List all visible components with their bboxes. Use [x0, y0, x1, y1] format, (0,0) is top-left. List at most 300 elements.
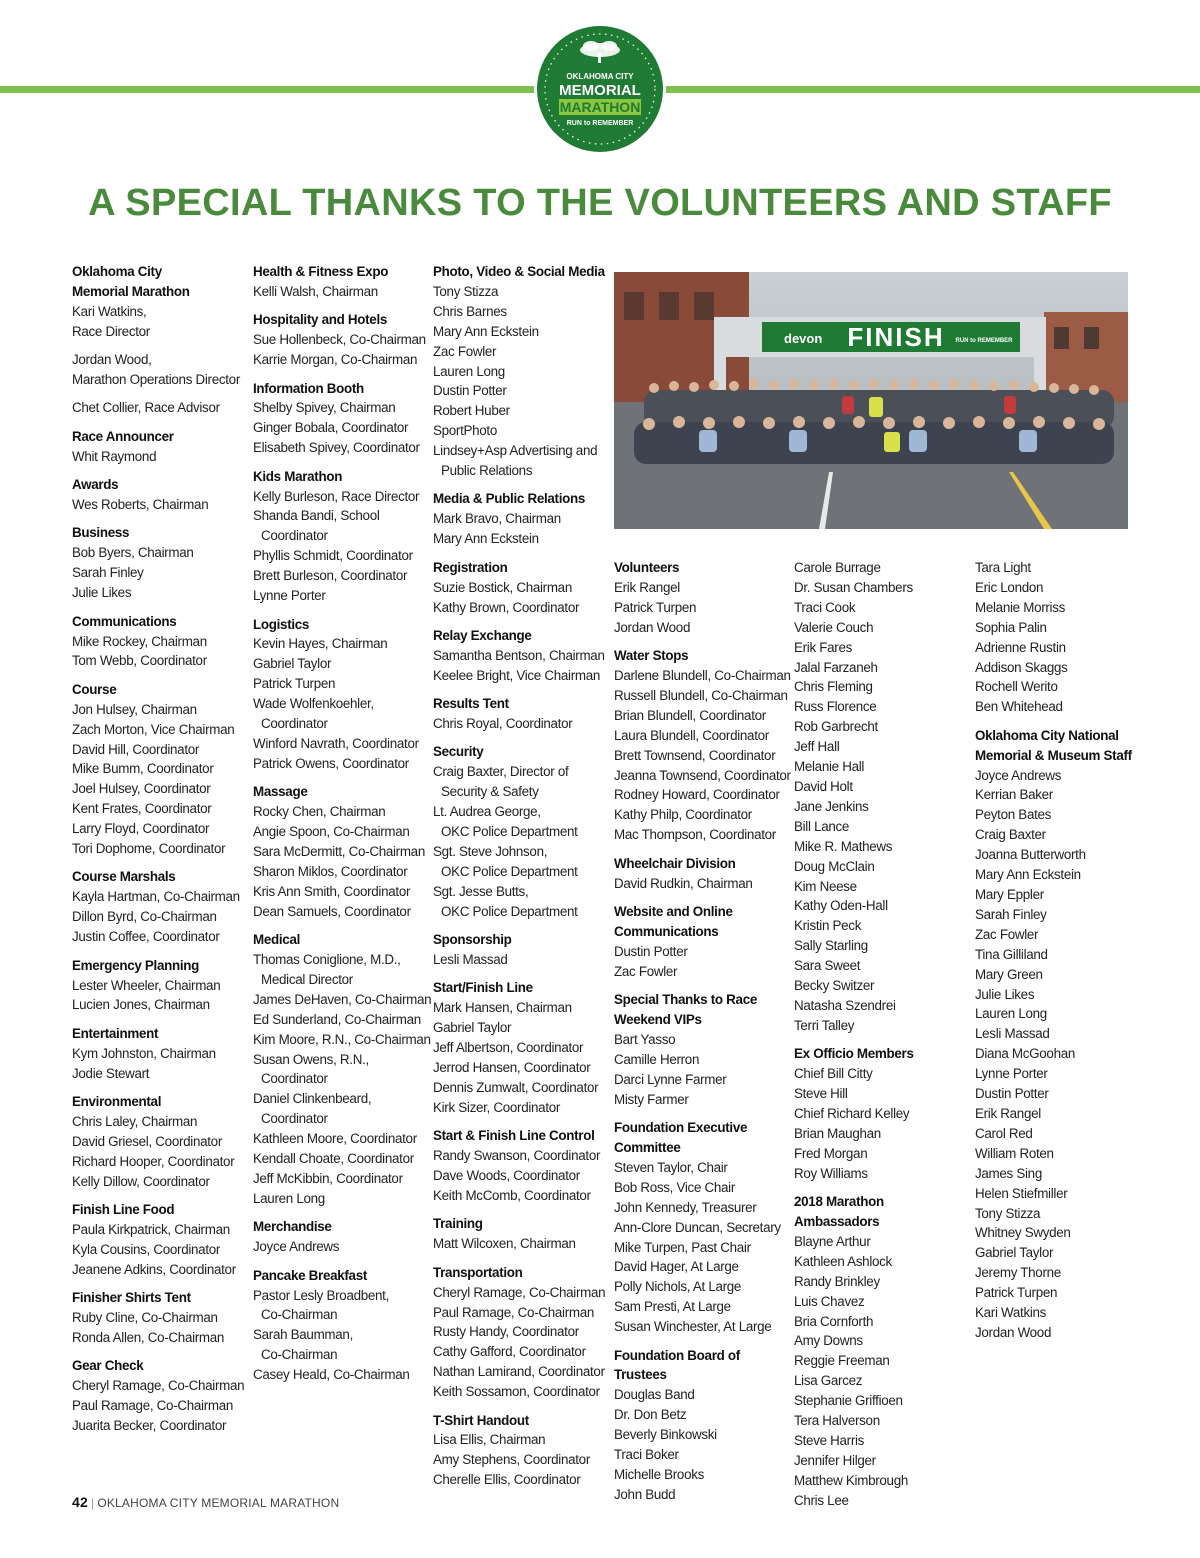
section-title: Transportation — [433, 1264, 523, 1280]
credit-section — [433, 1126, 608, 1206]
section-title: Special Thanks to Race — [614, 992, 757, 1008]
credit-line: Jordan Wood — [975, 1324, 1052, 1340]
credit-line: Mary Eppler — [975, 887, 1044, 902]
credits-column-4 — [614, 558, 789, 1513]
section-title: Gear Check — [72, 1358, 144, 1374]
credit-section — [433, 978, 608, 1117]
credit-line: Kathleen Moore, Coordinator — [253, 1131, 417, 1147]
credit-line: Coordinator — [261, 1111, 328, 1127]
credit-line: Mark Bravo, Chairman — [433, 511, 561, 527]
credit-line: Ed Sunderland, Co-Chairman — [253, 1011, 421, 1027]
credit-line: Patrick Turpen — [975, 1285, 1058, 1301]
credit-line: Ginger Bobala, Coordinator — [253, 420, 409, 436]
credit-line: Matthew Kimbrough — [794, 1472, 908, 1488]
section-title: Photo, Video & Social Media — [433, 264, 605, 279]
credit-section — [72, 1024, 247, 1084]
credit-line: Kathleen Ashlock — [794, 1253, 892, 1269]
credit-line: Jordan Wood — [614, 619, 691, 635]
publication-name: OKLAHOMA CITY MEMORIAL MARATHON — [97, 1496, 340, 1510]
credit-line: Steve Harris — [794, 1432, 865, 1448]
credit-line: Nathan Lamirand, Coordinator — [433, 1364, 605, 1380]
credit-line: Coordinator — [261, 716, 328, 732]
credit-line: Darci Lynne Farmer — [614, 1071, 727, 1087]
section-title: Foundation Board of Trustees — [614, 1347, 740, 1383]
credit-line: Roy Williams — [794, 1165, 868, 1181]
credit-line: Lauren Long — [433, 363, 505, 379]
section-title: Race Announcer — [72, 428, 174, 444]
credit-line: Lesli Massad — [433, 952, 508, 967]
credit-section — [975, 558, 1150, 717]
section-title: Foundation Executive — [614, 1120, 748, 1136]
section-title: Emergency Planning — [72, 957, 200, 973]
credit-line: Julie Likes — [975, 986, 1035, 1002]
credit-section — [614, 990, 789, 1109]
credit-line: John Budd — [614, 1486, 676, 1502]
credit-line: Dean Samuels, Coordinator — [253, 903, 411, 919]
credit-line: Rusty Handy, Coordinator — [433, 1324, 579, 1340]
credit-line: Jalal Farzaneh — [794, 659, 878, 675]
credit-section — [433, 262, 608, 481]
credit-line: Cathy Gafford, Coordinator — [433, 1344, 586, 1360]
credit-line: Craig Baxter, Director of — [433, 764, 569, 780]
section-title: Finish Line Food — [72, 1202, 175, 1218]
credit-line: Chris Fleming — [794, 679, 873, 695]
credit-line: Public Relations — [441, 463, 533, 479]
credit-line: Dillon Byrd, Co-Chairman — [72, 909, 217, 925]
credit-line: Tina Gilliland — [975, 946, 1048, 962]
credit-line: Amy Stephens, Coordinator — [433, 1452, 590, 1468]
credit-line: Chris Lee — [794, 1492, 849, 1508]
credit-line: Medical Director — [261, 971, 353, 987]
credit-section — [72, 612, 247, 672]
credit-line: Craig Baxter — [975, 827, 1046, 843]
credit-line: Kevin Hayes, Chairman — [253, 636, 388, 652]
credit-line: Addison Skaggs — [975, 659, 1068, 675]
credit-line: Russell Blundell, Co-Chairman — [614, 687, 788, 703]
credit-line: Doug McClain — [794, 858, 875, 874]
credit-line: Tera Halverson — [794, 1413, 880, 1429]
credit-line: Lisa Ellis, Chairman — [433, 1432, 546, 1448]
credit-section — [794, 1044, 969, 1183]
credit-section — [975, 726, 1150, 1343]
credit-line: Blayne Arthur — [794, 1233, 871, 1249]
credit-line: Valerie Couch — [794, 619, 874, 635]
credit-line: Lauren Long — [975, 1006, 1047, 1022]
credit-line: David Griesel, Coordinator — [72, 1133, 222, 1149]
section-title: Finisher Shirts Tent — [72, 1290, 191, 1306]
credit-line: Keith Sossamon, Coordinator — [433, 1384, 600, 1400]
credit-line: Co-Chairman — [261, 1347, 338, 1363]
credit-line: Jerrod Hansen, Coordinator — [433, 1060, 591, 1076]
section-title: Logistics — [253, 616, 310, 632]
credit-line: Sgt. Steve Johnson, — [433, 843, 548, 859]
section-title: Hospitality and Hotels — [253, 312, 388, 328]
credits-column-2 — [253, 262, 432, 1394]
credit-line: Laura Blundell, Coordinator — [614, 727, 769, 743]
credit-line: Zac Fowler — [975, 926, 1039, 942]
credit-line: Dr. Don Betz — [614, 1407, 687, 1423]
section-title: Media & Public Relations — [433, 491, 586, 507]
credit-line: Steve Hill — [794, 1086, 848, 1102]
credit-line: Whitney Swyden — [975, 1225, 1071, 1241]
credit-line: Lynne Porter — [975, 1066, 1048, 1082]
credit-line: Rob Garbrecht — [794, 719, 878, 735]
credit-line: Mary Ann Eckstein — [433, 323, 539, 339]
credit-line: Jeanene Adkins, Coordinator — [72, 1261, 236, 1277]
credit-line: Sarah Baumman, — [253, 1327, 354, 1343]
credit-section — [253, 310, 428, 370]
section-title: Memorial Marathon — [72, 283, 190, 299]
section-title: T-Shirt Handout — [433, 1412, 529, 1428]
credit-line: Joel Hulsey, Coordinator — [72, 781, 211, 797]
credit-line: Kathy Oden-Hall — [794, 898, 888, 914]
credit-line: Ruby Cline, Co-Chairman — [72, 1310, 218, 1326]
credit-line: Sgt. Jesse Butts, — [433, 883, 529, 899]
logo-line3: MARATHON — [559, 99, 641, 115]
credit-line: Kim Neese — [794, 878, 857, 894]
credit-line: Matt Wilcoxen, Chairman — [433, 1236, 576, 1252]
credit-section — [72, 475, 247, 515]
section-title: Registration — [433, 559, 508, 575]
credit-line: Kari Watkins, — [72, 303, 147, 319]
section-title: Information Booth — [253, 380, 364, 396]
page-footer: 42 | OKLAHOMA CITY MEMORIAL MARATHON — [72, 1494, 340, 1510]
credit-line: Brian Blundell, Coordinator — [614, 707, 766, 723]
credit-line: James Sing — [975, 1165, 1042, 1181]
credit-section — [433, 742, 608, 921]
credit-line: Lucien Jones, Chairman — [72, 997, 210, 1013]
credit-line: Beverly Binkowski — [614, 1427, 717, 1443]
credit-line: Susan Owens, R.N., — [253, 1051, 369, 1067]
credits-column-3 — [433, 262, 608, 1499]
credit-section — [614, 646, 789, 845]
credit-line: Patrick Owens, Coordinator — [253, 755, 409, 771]
credit-line: Winford Navrath, Coordinator — [253, 735, 419, 751]
credit-line: Bart Yasso — [614, 1031, 676, 1047]
section-title: Oklahoma City National — [975, 727, 1119, 743]
credit-line: Jordan Wood, — [72, 352, 152, 368]
credit-line: Kelly Burleson, Race Director — [253, 488, 420, 504]
credit-line: Fred Morgan — [794, 1145, 868, 1161]
credit-line: Sophia Palin — [975, 619, 1047, 635]
credit-line: Polly Nichols, At Large — [614, 1279, 742, 1295]
credit-line: Brett Burleson, Coordinator — [253, 568, 408, 584]
credit-line: Co-Chairman — [261, 1307, 338, 1323]
credit-line: Bill Lance — [794, 818, 850, 834]
credit-line: David Hill, Coordinator — [72, 741, 200, 757]
credit-line: Wes Roberts, Chairman — [72, 497, 209, 513]
credit-line: SportPhoto — [433, 423, 497, 439]
section-title: 2018 Marathon Ambassadors — [794, 1194, 884, 1229]
section-title: Start/Finish Line — [433, 980, 533, 996]
credit-line: Chet Collier, Race Advisor — [72, 400, 220, 416]
banner-tagline-text: RUN to REMEMBER — [955, 338, 1013, 344]
credit-line: Kris Ann Smith, Coordinator — [253, 883, 411, 899]
credit-line: Tom Webb, Coordinator — [72, 653, 207, 669]
credit-line: Dustin Potter — [433, 383, 507, 399]
banner-finish-text: FINISH — [847, 322, 945, 352]
credit-section — [72, 350, 247, 390]
credit-line: Stephanie Griffioen — [794, 1393, 903, 1409]
credit-line: Rochell Werito — [975, 679, 1058, 695]
section-title: Start & Finish Line Control — [433, 1128, 595, 1144]
credit-line: OKC Police Department — [441, 824, 578, 840]
credit-line: Patrick Turpen — [614, 599, 697, 615]
credit-line: Ben Whitehead — [975, 699, 1063, 715]
credit-line: Ronda Allen, Co-Chairman — [72, 1330, 225, 1345]
credit-line: Phyllis Schmidt, Coordinator — [253, 548, 413, 564]
credit-line: Amy Downs — [794, 1333, 863, 1349]
section-title: Sponsorship — [433, 932, 512, 948]
section-title: Volunteers — [614, 560, 680, 575]
credit-line: Kym Johnston, Chairman — [72, 1045, 216, 1061]
credit-line: Julie Likes — [72, 585, 132, 601]
credit-line: Kim Moore, R.N., Co-Chairman — [253, 1031, 431, 1047]
credit-line: Richard Hooper, Coordinator — [72, 1153, 235, 1169]
credit-section — [433, 1214, 608, 1254]
credit-section — [253, 262, 428, 302]
credit-line: Ann-Clore Duncan, Secretary — [614, 1219, 781, 1235]
credit-line: Traci Boker — [614, 1447, 679, 1463]
credit-line: Helen Stiefmiller — [975, 1185, 1068, 1201]
credit-line: Melanie Hall — [794, 759, 865, 775]
section-title: Entertainment — [72, 1025, 159, 1041]
credit-section — [433, 558, 608, 618]
credit-line: Kari Watkins — [975, 1305, 1047, 1321]
credit-line: Coordinator — [261, 528, 328, 544]
logo-line4: RUN to REMEMBER — [566, 120, 634, 127]
credit-section — [72, 1288, 247, 1348]
credit-line: James DeHaven, Co-Chairman — [253, 991, 432, 1007]
credit-line: Mike Turpen, Past Chair — [614, 1239, 751, 1255]
credit-line: Casey Heald, Co-Chairman — [253, 1367, 410, 1383]
credit-line: Shanda Bandi, School — [253, 508, 380, 524]
credit-section — [433, 694, 608, 734]
credit-line: Mark Hansen, Chairman — [433, 1000, 572, 1016]
credit-line: Cheryl Ramage, Co-Chairman — [433, 1284, 606, 1300]
credit-section — [72, 1356, 247, 1436]
banner-sponsor-text: devon — [784, 331, 823, 346]
credit-line: Mary Ann Eckstein — [975, 867, 1081, 883]
section-title: Communications — [72, 613, 177, 629]
credit-line: Tony Stizza — [975, 1205, 1041, 1221]
credit-line: Jeff Hall — [794, 739, 840, 755]
credit-line: Rocky Chen, Chairman — [253, 804, 386, 820]
credit-line: Diana McGoohan — [975, 1046, 1076, 1062]
credit-line: Mike Bumm, Coordinator — [72, 761, 214, 777]
credit-line: Chief Richard Kelley — [794, 1105, 910, 1121]
credit-line: Marathon Operations Director — [72, 372, 240, 388]
credit-line: OKC Police Department — [441, 863, 578, 879]
logo-line1: OKLAHOMA CITY — [566, 72, 634, 81]
credit-line: Kelly Dillow, Coordinator — [72, 1173, 210, 1189]
section-title: Kids Marathon — [253, 468, 343, 484]
credit-line: Kent Frates, Coordinator — [72, 801, 212, 817]
credit-line: Jeanna Townsend, Coordinator — [614, 767, 791, 783]
credit-line: Paul Ramage, Co-Chairman — [433, 1304, 595, 1320]
credit-line: Dustin Potter — [614, 943, 688, 959]
credit-section — [72, 680, 247, 859]
section-title: Massage — [253, 784, 308, 800]
credit-section — [433, 1263, 608, 1402]
credit-line: Melanie Morriss — [975, 599, 1065, 615]
credit-line: Lauren Long — [253, 1190, 325, 1206]
section-title: Memorial & Museum Staff — [975, 747, 1132, 763]
section-title: Results Tent — [433, 696, 509, 712]
credit-line: Lindsey+Asp Advertising and — [433, 443, 598, 459]
credit-line: Paula Kirkpatrick, Chairman — [72, 1221, 230, 1237]
credit-line: Tony Stizza — [433, 283, 499, 299]
section-title: Business — [72, 525, 130, 541]
credit-line: OKC Police Department — [441, 903, 578, 919]
credit-line: Wade Wolfenkoehler, — [253, 696, 374, 712]
credit-line: Kendall Choate, Coordinator — [253, 1151, 414, 1167]
credit-line: Sarah Finley — [975, 906, 1047, 922]
section-title: Training — [433, 1216, 483, 1232]
marathon-logo — [533, 22, 667, 156]
credit-line: David Rudkin, Chairman — [614, 875, 753, 891]
credit-line: Kelli Walsh, Chairman — [253, 283, 378, 299]
credit-section — [72, 398, 247, 418]
credit-line: Elisabeth Spivey, Coordinator — [253, 440, 420, 456]
credit-section — [794, 558, 969, 1036]
credit-line: Cherelle Ellis, Coordinator — [433, 1472, 581, 1488]
credit-line: Sarah Finley — [72, 565, 144, 581]
section-title: Water Stops — [614, 648, 689, 664]
credit-section — [72, 1092, 247, 1192]
credit-line: Shelby Spivey, Chairman — [253, 400, 396, 416]
section-title: Medical — [253, 932, 301, 948]
credit-line: Juarita Becker, Coordinator — [72, 1418, 227, 1434]
credit-line: Russ Florence — [794, 699, 877, 715]
credit-section — [794, 1192, 969, 1511]
credit-line: Jeremy Thorne — [975, 1265, 1061, 1281]
credit-line: Tara Light — [975, 560, 1031, 575]
credit-line: Natasha Szendrei — [794, 997, 896, 1013]
credit-line: Randy Brinkley — [794, 1273, 880, 1289]
credit-line: Thomas Coniglione, M.D., — [253, 952, 401, 967]
credit-line: Camille Herron — [614, 1051, 700, 1067]
credit-line: Karrie Morgan, Co-Chairman — [253, 352, 418, 368]
credit-line: Jeff Albertson, Coordinator — [433, 1040, 584, 1056]
credit-line: Kathy Brown, Coordinator — [433, 599, 580, 615]
credit-line: Misty Farmer — [614, 1091, 689, 1107]
crowd-of-volunteers — [634, 379, 1114, 464]
credit-line: Erik Rangel — [975, 1105, 1041, 1121]
credit-line: Security & Safety — [441, 784, 539, 800]
credits-column-6 — [975, 558, 1150, 1351]
credit-line: Douglas Band — [614, 1387, 695, 1403]
credit-line: Chris Royal, Coordinator — [433, 716, 573, 732]
credit-section — [614, 854, 789, 894]
credit-line: Zach Morton, Vice Chairman — [72, 721, 235, 737]
credit-line: Kathy Philp, Coordinator — [614, 807, 752, 823]
credit-line: Becky Switzer — [794, 978, 875, 994]
credit-line: Rodney Howard, Coordinator — [614, 787, 780, 803]
section-title: Ex Officio Members — [794, 1046, 914, 1062]
credit-line: Carol Red — [975, 1125, 1033, 1141]
credit-line: Chief Bill Citty — [794, 1066, 873, 1082]
credit-section — [614, 558, 789, 638]
credit-line: Dustin Potter — [975, 1086, 1049, 1102]
section-title: Security — [433, 744, 484, 760]
credits-column-5 — [794, 558, 969, 1519]
section-title: Course — [72, 681, 117, 697]
credit-line: Kristin Peck — [794, 918, 862, 934]
credit-line: Joyce Andrews — [975, 767, 1062, 783]
credit-line: Pastor Lesly Broadbent, — [253, 1287, 390, 1303]
credit-line: Gabriel Taylor — [433, 1020, 512, 1036]
section-title: Wheelchair Division — [614, 855, 736, 871]
credit-line: Coordinator — [261, 1071, 328, 1087]
credit-line: Bria Cornforth — [794, 1313, 874, 1329]
credit-line: Daniel Clinkenbeard, — [253, 1091, 372, 1107]
credit-line: Whit Raymond — [72, 448, 157, 464]
credit-section — [433, 1411, 608, 1491]
credit-line: William Roten — [975, 1145, 1054, 1161]
credit-line: Race Director — [72, 323, 150, 339]
credit-line: Lisa Garcez — [794, 1373, 863, 1389]
credit-section — [253, 467, 428, 606]
credit-line: Lynne Porter — [253, 588, 326, 604]
credit-line: Erik Rangel — [614, 579, 680, 595]
credit-line: Randy Swanson, Coordinator — [433, 1148, 601, 1164]
credit-line: Brett Townsend, Coordinator — [614, 747, 776, 763]
credit-line: Eric London — [975, 579, 1044, 595]
credit-section — [433, 626, 608, 686]
credit-line: Justin Coffee, Coordinator — [72, 929, 220, 945]
credit-line: Mike R. Mathews — [794, 838, 893, 854]
section-title: Awards — [72, 477, 119, 493]
credit-line: Keelee Bright, Vice Chairman — [433, 667, 601, 683]
credit-line: Tori Dophome, Coordinator — [72, 841, 226, 857]
section-title: Environmental — [72, 1094, 162, 1110]
credit-line: Luis Chavez — [794, 1293, 865, 1309]
finish-line-group-photo — [614, 272, 1128, 529]
credit-line: Patrick Turpen — [253, 676, 336, 692]
credit-line: Reggie Freeman — [794, 1353, 890, 1369]
credit-line: Traci Cook — [794, 599, 856, 615]
credit-line: Mike Rockey, Chairman — [72, 633, 207, 649]
credit-line: Mary Ann Eckstein — [433, 531, 539, 547]
credit-line: Kirk Sizer, Coordinator — [433, 1099, 561, 1115]
credit-line: Carole Burrage — [794, 560, 881, 575]
credit-line: Cheryl Ramage, Co-Chairman — [72, 1378, 245, 1394]
page-number: 42 — [72, 1494, 88, 1510]
credit-section — [72, 262, 247, 342]
credit-line: Gabriel Taylor — [253, 656, 332, 672]
credit-section — [614, 902, 789, 982]
credit-line: Jennifer Hilger — [794, 1452, 876, 1468]
credit-line: Dr. Susan Chambers — [794, 579, 913, 595]
credits-column-1 — [72, 262, 247, 1445]
credit-line: Mac Thompson, Coordinator — [614, 827, 776, 843]
credit-line: Terri Talley — [794, 1017, 855, 1033]
credit-line: Zac Fowler — [614, 963, 678, 979]
credit-section — [614, 1118, 789, 1337]
credit-line: Sara Sweet — [794, 958, 861, 974]
credit-line: Angie Spoon, Co-Chairman — [253, 824, 410, 840]
credit-line: Robert Huber — [433, 403, 510, 419]
credit-line: Brian Maughan — [794, 1125, 881, 1141]
credit-line: Peyton Bates — [975, 807, 1052, 823]
credit-line: Lester Wheeler, Chairman — [72, 977, 221, 993]
credit-line: Zac Fowler — [433, 343, 497, 359]
credit-line: Kyla Cousins, Coordinator — [72, 1241, 221, 1257]
credit-section — [72, 427, 247, 467]
credit-line: Lt. Audrea George, — [433, 804, 541, 820]
credit-line: Samantha Bentson, Chairman — [433, 647, 605, 663]
